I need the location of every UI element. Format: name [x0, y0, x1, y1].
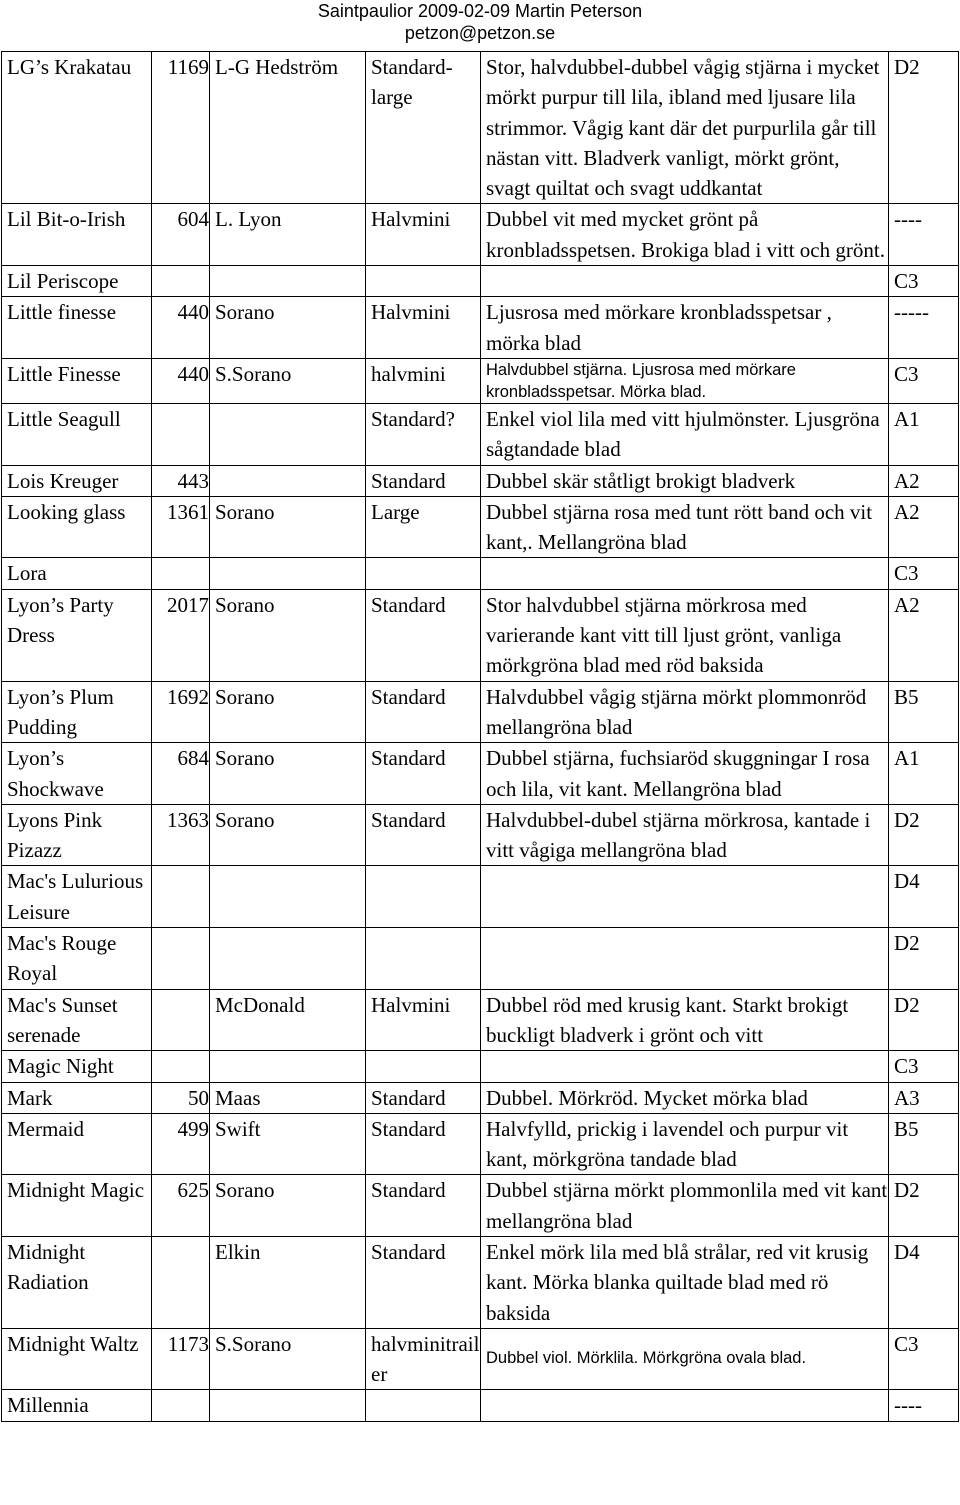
name-cell: Little finesse: [2, 297, 152, 359]
size-cell: Standard?: [366, 403, 481, 465]
name-cell: Little Finesse: [2, 358, 152, 403]
name-cell: Lyons Pink Pizazz: [2, 804, 152, 866]
description-cell: Enkel viol lila med vitt hjulmönster. Ljusgröna sågtandade blad: [481, 403, 889, 465]
table-row: [2, 743, 959, 805]
name-cell: Midnight Waltz: [2, 1328, 152, 1390]
table-row: [2, 297, 959, 359]
size-cell: [366, 866, 481, 928]
header-email: petzon@petzon.se: [404, 23, 556, 43]
name-cell: Mac's Rouge Royal: [2, 928, 152, 990]
size-cell: [366, 1051, 481, 1082]
name-cell: Mark: [2, 1082, 152, 1113]
table-row: [2, 1082, 959, 1113]
breeder-cell: S.Sorano: [210, 1328, 366, 1390]
description-cell: [481, 1328, 889, 1390]
grade-cell: C3: [889, 1328, 959, 1390]
name-cell: Lora: [2, 558, 152, 589]
grade-cell: A1: [889, 403, 959, 465]
size-cell: Standard: [366, 1236, 481, 1328]
table-row: [2, 358, 959, 403]
number-cell: [152, 558, 210, 589]
grade-cell: D2: [889, 1175, 959, 1237]
grade-cell: A2: [889, 465, 959, 496]
grade-cell: D2: [889, 928, 959, 990]
size-cell: Standard-large: [366, 52, 481, 204]
breeder-cell: [210, 866, 366, 928]
breeder-cell: L-G Hedström: [210, 52, 366, 204]
table-row: [2, 804, 959, 866]
number-cell: 1363: [152, 804, 210, 866]
size-cell: [366, 558, 481, 589]
table-row: [2, 1113, 959, 1175]
size-cell: Standard: [366, 681, 481, 743]
grade-cell: D2: [889, 989, 959, 1051]
number-cell: 1173: [152, 1328, 210, 1390]
grade-cell: ----: [889, 204, 959, 266]
number-cell: [152, 403, 210, 465]
size-cell: Halvmini: [366, 989, 481, 1051]
size-cell: Halvmini: [366, 204, 481, 266]
description-cell: Stor halvdubbel stjärna mörkrosa med varierande kant vitt till ljust grönt, vanliga mörkgröna blad med röd baksida: [481, 589, 889, 681]
breeder-cell: Sorano: [210, 743, 366, 805]
description-cell: [481, 1390, 889, 1421]
breeder-cell: [210, 266, 366, 297]
number-cell: 684: [152, 743, 210, 805]
breeder-cell: Sorano: [210, 297, 366, 359]
breeder-cell: [210, 1051, 366, 1082]
description-cell: Halvdubbel-dubel stjärna mörkrosa, kantade i vitt vågiga mellangröna blad: [481, 804, 889, 866]
size-cell: Standard: [366, 465, 481, 496]
breeder-cell: McDonald: [210, 989, 366, 1051]
breeder-cell: Sorano: [210, 496, 366, 558]
description-cell: [481, 266, 889, 297]
breeder-cell: Sorano: [210, 589, 366, 681]
name-cell: Lois Kreuger: [2, 465, 152, 496]
description-cell: Halvfylld, prickig i lavendel och purpur vit kant, mörkgröna tandade blad: [481, 1113, 889, 1175]
description-cell: Stor, halvdubbel-dubbel vågig stjärna i mycket mörkt purpur till lila, ibland med ljusare lila strimmor. Vågig kant där det purpurlila går till nästan vitt. Bladverk vanligt, mörkt grönt, svagt quiltat och svagt uddkantat: [481, 52, 889, 204]
grade-cell: A2: [889, 496, 959, 558]
description-cell: [481, 558, 889, 589]
description-cell: [481, 1051, 889, 1082]
description-text: Dubbel viol. Mörklila. Mörkgröna ovala blad.: [486, 1348, 807, 1367]
description-cell: Dubbel. Mörkröd. Mycket mörka blad: [481, 1082, 889, 1113]
grade-cell: A2: [889, 589, 959, 681]
table-row: [2, 1175, 959, 1237]
grade-cell: A1: [889, 743, 959, 805]
grade-cell: D4: [889, 1236, 959, 1328]
table-row: [2, 866, 959, 928]
number-cell: 499: [152, 1113, 210, 1175]
number-cell: [152, 866, 210, 928]
number-cell: 440: [152, 358, 210, 403]
size-cell: Halvmini: [366, 297, 481, 359]
name-cell: Millennia: [2, 1390, 152, 1421]
table-row: [2, 1390, 959, 1421]
size-cell: Standard: [366, 589, 481, 681]
name-cell: LG’s Krakatau: [2, 52, 152, 204]
grade-cell: B5: [889, 681, 959, 743]
grade-cell: ----: [889, 1390, 959, 1421]
name-cell: Mac's Sunset serenade: [2, 989, 152, 1051]
number-cell: [152, 989, 210, 1051]
breeder-cell: [210, 465, 366, 496]
description-cell: [481, 928, 889, 990]
name-cell: Midnight Radiation: [2, 1236, 152, 1328]
size-cell: Large: [366, 496, 481, 558]
number-cell: 50: [152, 1082, 210, 1113]
table-row: [2, 681, 959, 743]
grade-cell: D4: [889, 866, 959, 928]
description-cell: Enkel mörk lila med blå strålar, red vit krusig kant. Mörka blanka quiltade blad med rö baksida: [481, 1236, 889, 1328]
header-title: Saintpaulior 2009-02-09 Martin Peterson: [317, 1, 643, 21]
description-cell: Ljusrosa med mörkare kronbladsspetsar , mörka blad: [481, 297, 889, 359]
description-cell: Dubbel stjärna, fuchsiaröd skuggningar I rosa och lila, vit kant. Mellangröna blad: [481, 743, 889, 805]
size-cell: Standard: [366, 1175, 481, 1237]
table-row: [2, 403, 959, 465]
breeder-cell: Sorano: [210, 681, 366, 743]
name-cell: Lil Bit-o-Irish: [2, 204, 152, 266]
breeder-cell: Elkin: [210, 1236, 366, 1328]
size-cell: [366, 928, 481, 990]
number-cell: 1169: [152, 52, 210, 204]
table-row: [2, 266, 959, 297]
description-cell: Dubbel skär ståtligt brokigt bladverk: [481, 465, 889, 496]
table-row: [2, 558, 959, 589]
size-cell: [366, 266, 481, 297]
table-row: [2, 1051, 959, 1082]
number-cell: 2017: [152, 589, 210, 681]
number-cell: 443: [152, 465, 210, 496]
description-cell: Dubbel stjärna rosa med tunt rött band och vit kant,. Mellangröna blad: [481, 496, 889, 558]
table-row: [2, 1328, 959, 1390]
table-row: [2, 52, 959, 204]
number-cell: [152, 1390, 210, 1421]
name-cell: Mac's Lulurious Leisure: [2, 866, 152, 928]
table-row: [2, 1236, 959, 1328]
number-cell: 625: [152, 1175, 210, 1237]
description-cell: Dubbel röd med krusig kant. Starkt brokigt buckligt bladverk i grönt och vitt: [481, 989, 889, 1051]
name-cell: Looking glass: [2, 496, 152, 558]
table-row: [2, 989, 959, 1051]
grade-cell: C3: [889, 358, 959, 403]
size-cell: Standard: [366, 804, 481, 866]
name-cell: Lyon’s Shockwave: [2, 743, 152, 805]
breeder-cell: Sorano: [210, 1175, 366, 1237]
breeder-cell: Swift: [210, 1113, 366, 1175]
table-row: [2, 204, 959, 266]
grade-cell: B5: [889, 1113, 959, 1175]
size-cell: halvmini: [366, 358, 481, 403]
grade-cell: C3: [889, 558, 959, 589]
name-cell: Little Seagull: [2, 403, 152, 465]
grade-cell: D2: [889, 804, 959, 866]
size-cell: halvminitrailer: [366, 1328, 481, 1390]
breeder-cell: Sorano: [210, 804, 366, 866]
grade-cell: A3: [889, 1082, 959, 1113]
description-cell: [481, 866, 889, 928]
name-cell: Magic Night: [2, 1051, 152, 1082]
breeder-cell: [210, 928, 366, 990]
breeder-cell: L. Lyon: [210, 204, 366, 266]
table-row: [2, 589, 959, 681]
page-header: [0, 0, 960, 44]
size-cell: Standard: [366, 1082, 481, 1113]
number-cell: 1692: [152, 681, 210, 743]
name-cell: Lyon’s Party Dress: [2, 589, 152, 681]
number-cell: 604: [152, 204, 210, 266]
name-cell: Mermaid: [2, 1113, 152, 1175]
table-row: [2, 465, 959, 496]
breeder-cell: [210, 403, 366, 465]
description-cell: Halvdubbel stjärna. Ljusrosa med mörkare kronbladsspetsar. Mörka blad.: [481, 358, 889, 403]
description-cell: Dubbel vit med mycket grönt på kronbladsspetsen. Brokiga blad i vitt och grönt.: [481, 204, 889, 266]
name-cell: Lyon’s Plum Pudding: [2, 681, 152, 743]
grade-cell: -----: [889, 297, 959, 359]
name-cell: Midnight Magic: [2, 1175, 152, 1237]
table-row: [2, 496, 959, 558]
grade-cell: C3: [889, 266, 959, 297]
description-cell: Dubbel stjärna mörkt plommonlila med vit kant mellangröna blad: [481, 1175, 889, 1237]
size-cell: Standard: [366, 1113, 481, 1175]
number-cell: [152, 266, 210, 297]
breeder-cell: S.Sorano: [210, 358, 366, 403]
name-cell: Lil Periscope: [2, 266, 152, 297]
number-cell: [152, 1051, 210, 1082]
table-row: [2, 928, 959, 990]
breeder-cell: [210, 558, 366, 589]
number-cell: [152, 1236, 210, 1328]
number-cell: [152, 928, 210, 990]
size-cell: [366, 1390, 481, 1421]
grade-cell: C3: [889, 1051, 959, 1082]
size-cell: Standard: [366, 743, 481, 805]
breeder-cell: Maas: [210, 1082, 366, 1113]
number-cell: 1361: [152, 496, 210, 558]
grade-cell: D2: [889, 52, 959, 204]
breeder-cell: [210, 1390, 366, 1421]
violet-table: [1, 51, 959, 1422]
number-cell: 440: [152, 297, 210, 359]
description-cell: Halvdubbel vågig stjärna mörkt plommonröd mellangröna blad: [481, 681, 889, 743]
